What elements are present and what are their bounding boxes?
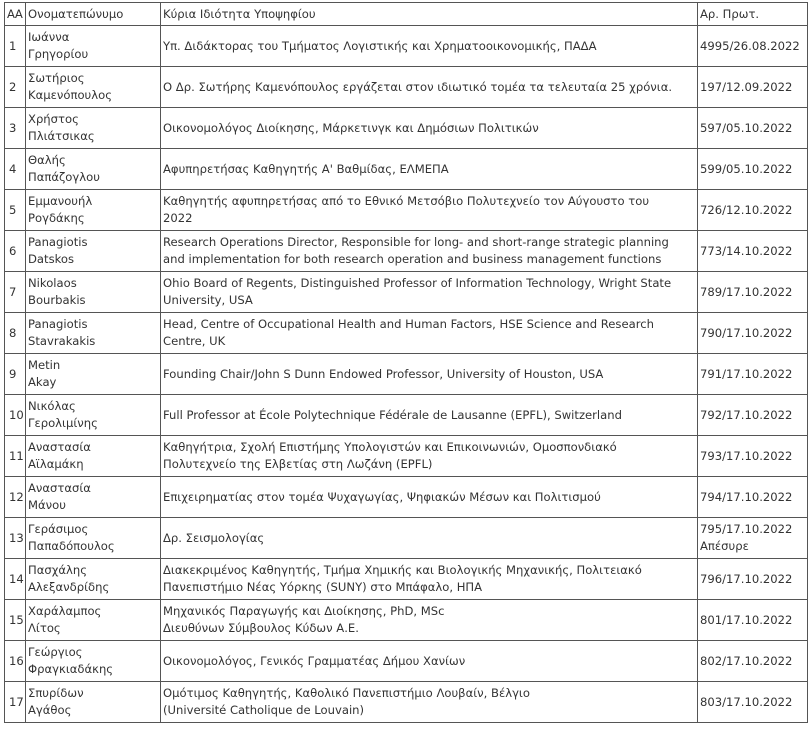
candidate-name-line: Αγάθος: [28, 703, 72, 717]
protocol-number-line: 790/17.10.2022: [700, 325, 793, 340]
protocol-number: [698, 149, 808, 190]
protocol-number: [698, 354, 808, 395]
candidate-name-line: Nikolaos: [28, 276, 77, 290]
protocol-number: [698, 67, 808, 108]
row-number: 16: [5, 641, 26, 682]
protocol-number: [698, 600, 808, 641]
candidate-role-line: Πολυτεχνείο της Ελβετίας στη Λωζάνη (EPFL): [163, 457, 433, 471]
candidate-name-line: Γρηγορίου: [28, 47, 89, 61]
candidate-name: [26, 190, 161, 231]
row-number: 3: [5, 108, 26, 149]
candidate-name-line: Θαλής: [28, 153, 66, 167]
candidate-name-line: Γερολιμίνης: [28, 416, 98, 430]
table-row: [5, 395, 808, 436]
candidate-role: [161, 272, 698, 313]
candidate-name: [26, 272, 161, 313]
table-row: [5, 436, 808, 477]
protocol-number-line: 792/17.10.2022: [700, 407, 793, 422]
protocol-number-line: 726/12.10.2022: [700, 202, 793, 217]
protocol-number: [698, 313, 808, 354]
candidate-name-line: Ρογδάκης: [28, 211, 85, 225]
table-row: [5, 26, 808, 67]
candidate-role-line: Καθηγητής αφυπηρετήσας από το Εθνικό Μετσόβιο Πολυτεχνείο τον Αύγουστο του: [163, 194, 650, 208]
candidate-name: [26, 518, 161, 559]
candidate-role-line: Υπ. Διδάκτορας του Τμήματος Λογιστικής και Χρηματοοικονομικής, ΠΑΔΑ: [163, 38, 597, 53]
candidate-role-line: Full Professor at École Polytechnique Fédérale de Lausanne (EPFL), Switzerland: [163, 407, 622, 422]
candidate-name-line: Σωτήριος: [28, 71, 85, 85]
protocol-number: [698, 559, 808, 600]
protocol-number-line: Απέσυρε: [700, 539, 749, 553]
candidate-name-line: Datskos: [28, 252, 75, 266]
table-row: [5, 682, 808, 723]
candidate-role-line: Οικονομολόγος, Γενικός Γραμματέας Δήμου Χανίων: [163, 653, 466, 668]
candidate-role-line: Διακεκριμένος Καθηγητής, Τμήμα Χημικής και Βιολογικής Μηχανικής, Πολιτειακό: [163, 563, 642, 577]
candidate-name: [26, 108, 161, 149]
candidate-role: [161, 108, 698, 149]
candidate-name-line: Αναστασία: [28, 481, 91, 495]
protocol-number: [698, 682, 808, 723]
candidate-role-line: University, USA: [163, 293, 253, 307]
table-row: [5, 559, 808, 600]
protocol-number-line: 802/17.10.2022: [700, 653, 793, 668]
protocol-number-line: 796/17.10.2022: [700, 571, 793, 586]
protocol-number-line: 773/14.10.2022: [700, 243, 793, 258]
candidate-name: [26, 395, 161, 436]
candidate-name-line: Μάνου: [28, 498, 66, 512]
candidate-name-line: Σπυρίδων: [28, 686, 84, 700]
row-number: 13: [5, 518, 26, 559]
table-body: [5, 26, 808, 723]
candidate-role: [161, 682, 698, 723]
candidate-role-line: Head, Centre of Occupational Health and Human Factors, HSE Science and Research: [163, 317, 654, 331]
table-row: [5, 354, 808, 395]
protocol-number-line: 789/17.10.2022: [700, 284, 793, 299]
candidate-role: [161, 313, 698, 354]
candidate-name-line: Akay: [28, 375, 57, 389]
candidate-name: [26, 354, 161, 395]
protocol-number-line: 197/12.09.2022: [700, 79, 793, 94]
candidate-name: [26, 149, 161, 190]
candidate-name-line: Χρήστος: [28, 112, 79, 126]
candidate-role: [161, 641, 698, 682]
candidate-role-line: Επιχειρηματίας στον τομέα Ψυχαγωγίας, Ψηφιακών Μέσων και Πολιτισμού: [163, 489, 601, 504]
candidate-name-line: Χαράλαμπος: [28, 604, 102, 618]
candidate-name-line: Φραγκιαδάκης: [28, 662, 114, 676]
row-number: 14: [5, 559, 26, 600]
table-row: [5, 641, 808, 682]
protocol-number: [698, 477, 808, 518]
protocol-number-line: 597/05.10.2022: [700, 120, 793, 135]
row-number: 1: [5, 26, 26, 67]
candidate-role: [161, 436, 698, 477]
candidate-role: [161, 518, 698, 559]
candidate-name-line: Λίτος: [28, 621, 61, 635]
protocol-number-line: 4995/26.08.2022: [700, 38, 800, 53]
protocol-number-line: 599/05.10.2022: [700, 161, 793, 176]
row-number: 10: [5, 395, 26, 436]
row-number: 11: [5, 436, 26, 477]
candidate-name-line: Γεράσιμος: [28, 522, 89, 536]
row-number: 17: [5, 682, 26, 723]
candidate-name-line: Ιωάννα: [28, 30, 70, 44]
candidate-role-line: Ο Δρ. Σωτήρης Καμενόπουλος εργάζεται στον ιδιωτικό τομέα τα τελευταία 25 χρόνια.: [163, 79, 673, 94]
candidate-role-line: Δρ. Σεισμολογίας: [163, 530, 265, 545]
table-row: [5, 190, 808, 231]
table-row: [5, 313, 808, 354]
candidate-name: [26, 67, 161, 108]
protocol-number: [698, 26, 808, 67]
candidate-name: [26, 682, 161, 723]
candidate-role-line: Ohio Board of Regents, Distinguished Professor of Information Technology, Wright State: [163, 276, 672, 290]
candidate-role: [161, 26, 698, 67]
header-aa: ΑΑ: [5, 3, 26, 26]
row-number: 6: [5, 231, 26, 272]
candidate-name-line: Παπάζογλου: [28, 170, 100, 184]
header-protocol: Αρ. Πρωτ.: [698, 3, 808, 26]
row-number: 15: [5, 600, 26, 641]
protocol-number-line: 795/17.10.2022: [700, 522, 793, 536]
candidate-name-line: Αλεξανδρίδης: [28, 580, 110, 594]
protocol-number: [698, 518, 808, 559]
protocol-number: [698, 395, 808, 436]
candidate-name-line: Αϊλαμάκη: [28, 457, 84, 471]
candidate-name-line: Metin: [28, 358, 61, 372]
candidate-role-line: Research Operations Director, Responsible for long- and short-range strategic planning: [163, 235, 669, 249]
candidate-role: [161, 190, 698, 231]
candidate-name-line: Πασχάλης: [28, 563, 88, 577]
protocol-number: [698, 272, 808, 313]
candidate-name-line: Πλιάτσικας: [28, 129, 95, 143]
protocol-number-line: 801/17.10.2022: [700, 612, 793, 627]
candidate-name: [26, 313, 161, 354]
row-number: 5: [5, 190, 26, 231]
candidate-name: [26, 600, 161, 641]
candidate-name: [26, 477, 161, 518]
protocol-number-line: 794/17.10.2022: [700, 489, 793, 504]
candidate-role-line: 2022: [163, 211, 193, 225]
protocol-number: [698, 641, 808, 682]
candidate-role-line: Μηχανικός Παραγωγής και Διοίκησης, PhD, MSc: [163, 604, 445, 618]
protocol-number: [698, 436, 808, 477]
table-row: [5, 518, 808, 559]
header-name: Ονοματεπώνυμο: [26, 3, 161, 26]
table-row: [5, 231, 808, 272]
candidate-name: [26, 26, 161, 67]
candidate-role-line: Αφυπηρετήσας Καθηγητής Α' Βαθμίδας, ΕΛΜΕΠΑ: [163, 161, 449, 176]
protocol-number-line: 803/17.10.2022: [700, 694, 793, 709]
candidate-role-line: (Université Catholique de Louvain): [163, 703, 365, 717]
candidate-name-line: Panagiotis: [28, 235, 88, 249]
table-row: [5, 108, 808, 149]
protocol-number-line: 793/17.10.2022: [700, 448, 793, 463]
candidate-name-line: Παπαδόπουλος: [28, 539, 115, 553]
candidate-role-line: Founding Chair/John S Dunn Endowed Professor, University of Houston, USA: [163, 366, 604, 381]
candidate-role: [161, 600, 698, 641]
protocol-number: [698, 190, 808, 231]
candidate-role-line: Καθηγήτρια, Σχολή Επιστήμης Υπολογιστών και Επικοινωνιών, Ομοσπονδιακό: [163, 440, 617, 454]
candidate-name: [26, 231, 161, 272]
candidate-name-line: Panagiotis: [28, 317, 88, 331]
protocol-number: [698, 108, 808, 149]
table-row: [5, 272, 808, 313]
protocol-number: [698, 231, 808, 272]
candidate-name-line: Εμμανουήλ: [28, 194, 93, 208]
candidate-name: [26, 436, 161, 477]
candidates-table: [4, 2, 808, 723]
candidate-role: [161, 67, 698, 108]
row-number: 4: [5, 149, 26, 190]
row-number: 7: [5, 272, 26, 313]
candidate-name-line: Bourbakis: [28, 293, 86, 307]
header-role: Κύρια Ιδιότητα Υποψηφίου: [161, 3, 698, 26]
candidate-role-line: and implementation for both research operation and business management functions: [163, 252, 662, 266]
table-header-row: [5, 3, 808, 26]
candidate-role: [161, 354, 698, 395]
table-row: [5, 600, 808, 641]
candidate-name-line: Stavrakakis: [28, 334, 96, 348]
candidate-role: [161, 477, 698, 518]
candidate-role-line: Οικονομολόγος Διοίκησης, Μάρκετινγκ και Δημόσιων Πολιτικών: [163, 120, 539, 135]
candidate-name: [26, 559, 161, 600]
table-row: [5, 149, 808, 190]
candidate-role: [161, 149, 698, 190]
candidate-name: [26, 641, 161, 682]
candidate-role-line: Διευθύνων Σύμβουλος Κύδων Α.Ε.: [163, 621, 359, 635]
row-number: 8: [5, 313, 26, 354]
row-number: 12: [5, 477, 26, 518]
protocol-number-line: 791/17.10.2022: [700, 366, 793, 381]
row-number: 9: [5, 354, 26, 395]
table-row: [5, 477, 808, 518]
row-number: 2: [5, 67, 26, 108]
candidate-role-line: Centre, UK: [163, 334, 226, 348]
candidate-name-line: Καμενόπουλος: [28, 88, 112, 102]
candidate-role-line: Ομότιμος Καθηγητής, Καθολικό Πανεπιστήμιο Λουβαίν, Βέλγιο: [163, 686, 530, 700]
candidate-role: [161, 559, 698, 600]
candidate-name-line: Αναστασία: [28, 440, 91, 454]
candidate-name-line: Γεώργιος: [28, 645, 83, 659]
table-row: [5, 67, 808, 108]
candidate-role: [161, 231, 698, 272]
candidate-name-line: Νικόλας: [28, 399, 76, 413]
candidate-role: [161, 395, 698, 436]
candidate-role-line: Πανεπιστήμιο Νέας Υόρκης (SUNY) στο Μπάφαλο, ΗΠΑ: [163, 580, 483, 594]
